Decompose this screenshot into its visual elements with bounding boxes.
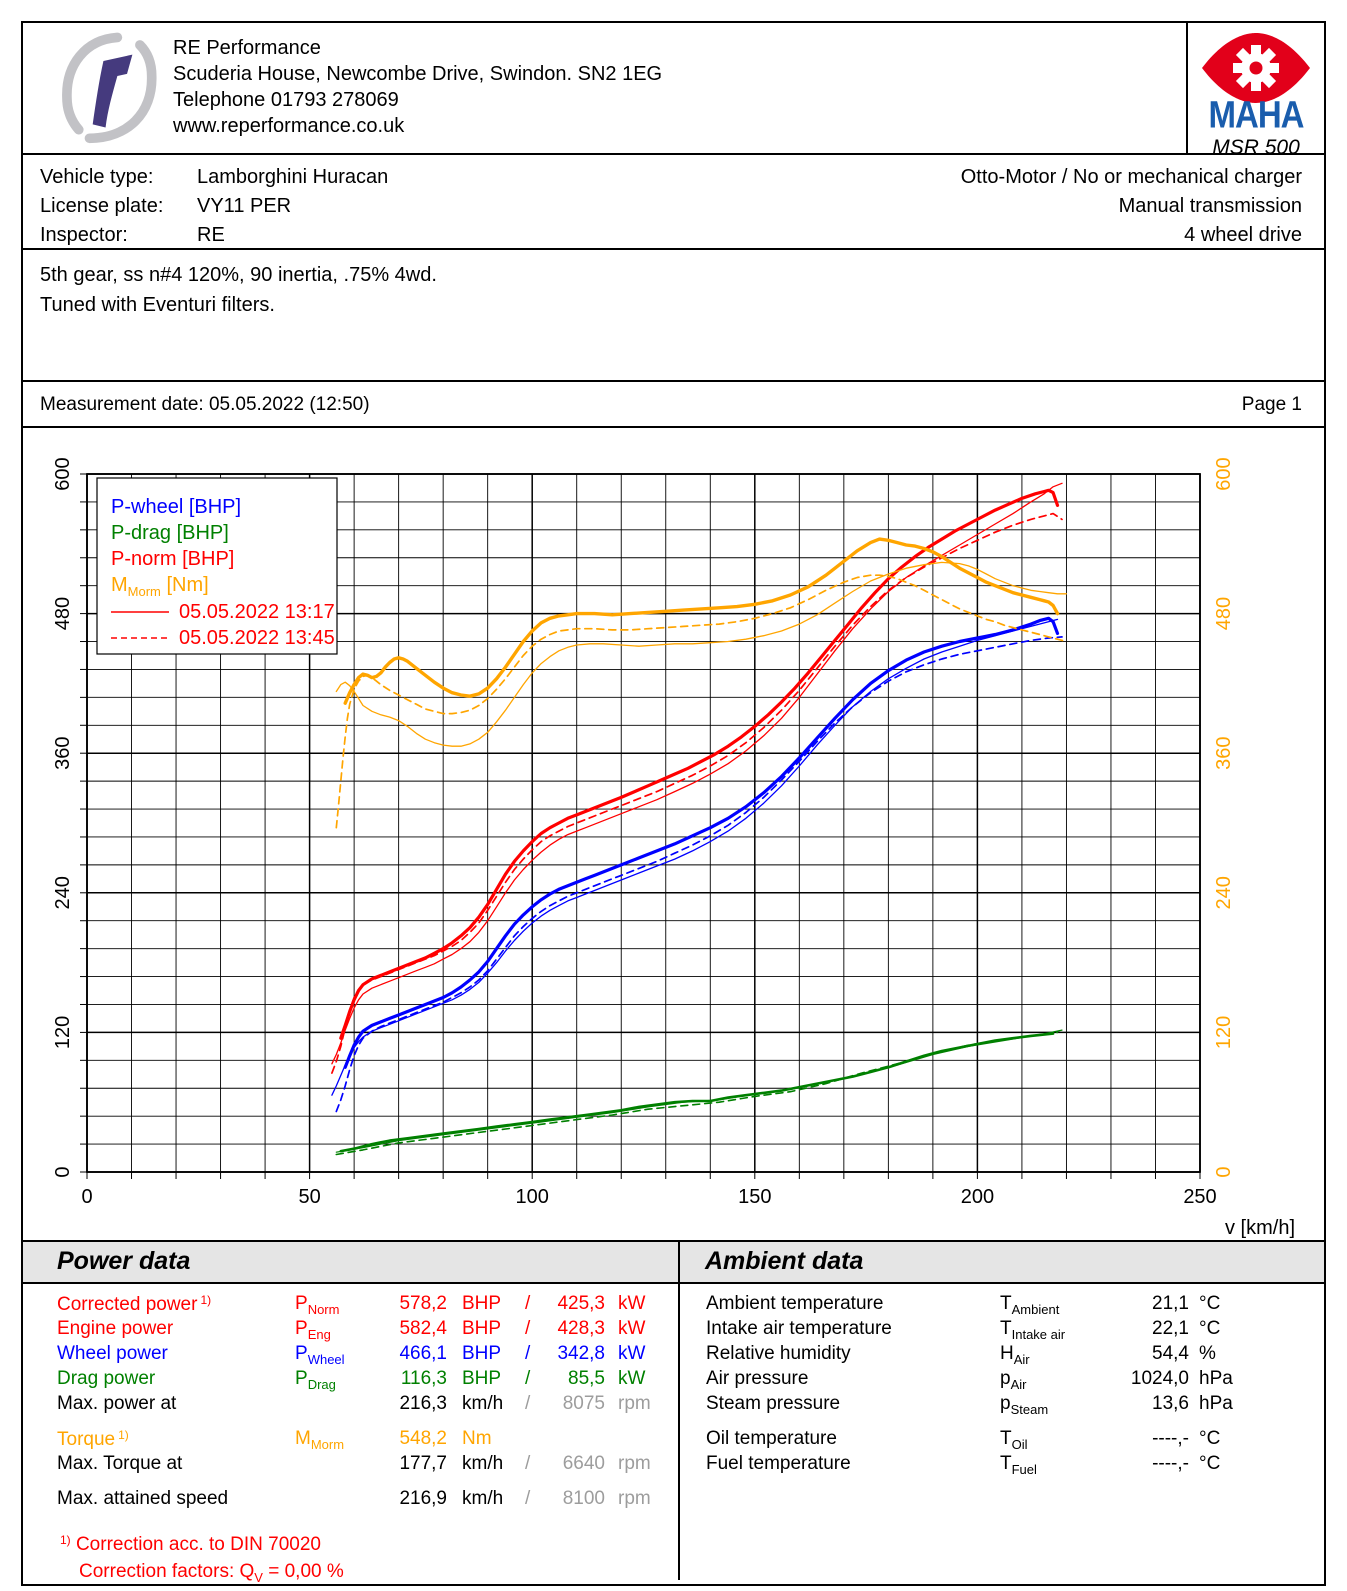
legend-item-label: P-wheel [BHP]: [111, 496, 242, 518]
y-tick-label-right: 480: [1213, 596, 1235, 631]
ambient-row: [679, 1428, 1320, 1453]
legend-item-label: P-drag [BHP]: [111, 522, 229, 544]
ambient-row-symbol-sub: Air: [1010, 1377, 1027, 1392]
ambient-row-symbol: $H_{Air}$: [1000, 1343, 1030, 1367]
maha-brand: MAHA: [1208, 93, 1304, 136]
power-row-value: 466,1: [399, 1343, 447, 1364]
ambient-row: [679, 1368, 1320, 1393]
power-row-unit: km/h: [462, 1488, 504, 1509]
power-row-value2: 85,5: [568, 1368, 605, 1389]
x-tick-label: 150: [738, 1186, 772, 1208]
ambient-row-label: Relative humidity: [706, 1343, 851, 1364]
power-row-unit: BHP: [462, 1368, 502, 1389]
legend-run-label: 05.05.2022 13:45: [179, 627, 335, 649]
power-row-value: 578,2: [399, 1293, 447, 1314]
vehicle-row-value: RE: [197, 224, 225, 246]
power-row-unit: BHP: [462, 1293, 502, 1314]
power-row-symbol-sub: Norm: [307, 1302, 340, 1317]
y-tick-label-right: 120: [1213, 1015, 1235, 1050]
vehicle-config-line: Manual transmission: [1118, 195, 1302, 217]
power-row-value: 116,3: [400, 1368, 447, 1389]
power-row-symbol: $P_{Norm}$: [295, 1293, 340, 1317]
ambient-row-unit: hPa: [1199, 1368, 1233, 1389]
power-row-symbol-sub: Drag: [307, 1377, 336, 1392]
power-row-value2: 6640: [562, 1453, 605, 1474]
power-row-value: 216,9: [399, 1488, 447, 1509]
series-p-wheel-1345-dashed: [336, 637, 1062, 1112]
power-row-unit: BHP: [462, 1318, 502, 1339]
section-band: [23, 1240, 1324, 1284]
power-row: [23, 1368, 678, 1393]
power-data-title: Power data: [57, 1247, 191, 1275]
ambient-row-label: Oil temperature: [706, 1428, 837, 1449]
company-address: Scuderia House, Newcombe Drive, Swindon. SN2 1EG: [173, 63, 663, 85]
power-row-unit2: rpm: [618, 1393, 651, 1414]
power-row-value2: 8100: [562, 1488, 605, 1509]
power-row-label: Torque $^{1)}$: [57, 1428, 129, 1450]
power-row-unit: km/h: [462, 1453, 504, 1474]
series-m-norm-main: [345, 539, 1057, 703]
power-row-value: 548,2: [399, 1428, 447, 1449]
y-tick-label-left: 480: [52, 596, 74, 631]
y-tick-label-left: 120: [52, 1015, 74, 1050]
power-row-unit2: kW: [618, 1318, 646, 1339]
ambient-row-symbol: $T_{Ambient}$: [1000, 1293, 1060, 1317]
power-row-symbol: $P_{Eng}$: [295, 1318, 331, 1342]
power-row: [23, 1318, 678, 1343]
power-row: [23, 1393, 678, 1418]
maha-cell: [1186, 23, 1324, 159]
ambient-row-unit: hPa: [1199, 1393, 1233, 1414]
series-p-wheel-1317-thin: [332, 619, 1058, 1095]
legend-item-label: $M_{Morm}$ [Nm]: [111, 574, 209, 599]
comment-line: Tuned with Eventuri filters.: [40, 294, 275, 316]
ambient-row-label: Fuel temperature: [706, 1453, 851, 1474]
ambient-row-symbol-sub: Steam: [1010, 1402, 1049, 1417]
company-phone: Telephone 01793 278069: [173, 89, 399, 111]
ambient-row-value: 13,6: [1152, 1393, 1189, 1414]
ambient-row-label: Ambient temperature: [706, 1293, 884, 1314]
vehicle-config: [961, 163, 1302, 250]
comments-block: [23, 250, 1324, 382]
ambient-row-unit: °C: [1199, 1428, 1221, 1449]
vehicle-row-label: Vehicle type:: [40, 166, 154, 188]
ambient-data-title: Ambient data: [705, 1247, 864, 1275]
footnote-line1: $^{1)}$ Correction acc. to DIN 70020: [60, 1533, 321, 1555]
power-row-symbol: $M_{Morm}$: [295, 1428, 345, 1452]
footnote-ref: 1): [118, 1428, 129, 1442]
power-rows: [23, 1293, 678, 1513]
power-row-unit: BHP: [462, 1343, 502, 1364]
ambient-row-symbol: $p_{Air}$: [1000, 1368, 1027, 1392]
value-separator: /: [525, 1293, 531, 1314]
power-row-label: Max. Torque at: [57, 1453, 183, 1474]
footnote-line2: Correction factors: $Q_V = 0,00$ %: [79, 1561, 344, 1585]
y-tick-label-right: 240: [1213, 876, 1235, 910]
ambient-row-symbol-sub: Ambient: [1011, 1302, 1060, 1317]
ambient-row-label: Air pressure: [706, 1368, 809, 1389]
footnote-ref: 1): [200, 1293, 212, 1307]
series-p-norm-1345-dashed: [332, 514, 1062, 1074]
ambient-row-symbol-sub: Air: [1013, 1352, 1030, 1367]
ambient-row-value: ----,-: [1152, 1453, 1189, 1474]
ambient-row: [679, 1453, 1320, 1478]
ambient-row-unit: °C: [1199, 1293, 1221, 1314]
power-row-value: 582,4: [399, 1318, 447, 1339]
page-number: Page 1: [1241, 394, 1302, 415]
ambient-row-value: ----,-: [1152, 1428, 1189, 1449]
ambient-row-symbol: $T_{Intake air}$: [1000, 1318, 1066, 1342]
power-row-label: Engine power: [57, 1318, 174, 1339]
y-tick-label-left: 0: [52, 1166, 74, 1178]
power-row: [23, 1293, 678, 1318]
vehicle-row-label: License plate:: [40, 195, 164, 217]
power-row-unit2: kW: [618, 1293, 646, 1314]
legend-run-label: 05.05.2022 13:17: [179, 601, 335, 623]
y-tick-label-right: 0: [1213, 1166, 1235, 1178]
report-header: [23, 23, 1324, 159]
company-website: www.reperformance.co.uk: [173, 115, 405, 137]
power-row-value2: 8075: [562, 1393, 605, 1414]
value-separator: /: [525, 1488, 531, 1509]
ambient-row: [679, 1318, 1320, 1343]
correction-footnote: [23, 1527, 678, 1591]
power-row: [23, 1428, 678, 1453]
value-separator: /: [525, 1318, 531, 1339]
ambient-row-unit: %: [1199, 1343, 1216, 1364]
power-row: [23, 1343, 678, 1368]
y-tick-label-right: 360: [1213, 736, 1235, 770]
ambient-data-panel: [679, 1293, 1320, 1478]
legend-item-label: P-norm [BHP]: [111, 548, 235, 570]
power-row-unit2: kW: [618, 1343, 646, 1364]
ambient-row-symbol: $T_{Oil}$: [1000, 1428, 1028, 1452]
ambient-row-unit: °C: [1199, 1453, 1221, 1474]
company-info: [173, 35, 662, 139]
re-performance-logo: [53, 31, 171, 149]
power-row-label: Drag power: [57, 1368, 156, 1389]
power-row-label: Wheel power: [57, 1343, 168, 1364]
ambient-rows: [679, 1293, 1320, 1478]
vehicle-info: [23, 155, 1324, 250]
x-tick-label: 50: [298, 1186, 321, 1208]
power-row-unit: km/h: [462, 1393, 504, 1414]
y-tick-label-right: 600: [1213, 457, 1235, 491]
power-row-symbol: $P_{Wheel}$: [295, 1343, 345, 1367]
x-tick-label: 0: [81, 1186, 93, 1208]
power-row-unit2: kW: [618, 1368, 646, 1389]
ambient-row-symbol-sub: Intake air: [1011, 1327, 1066, 1342]
power-row-symbol-sub: Wheel: [307, 1352, 345, 1367]
power-row-value2: 342,8: [557, 1343, 605, 1364]
dyno-chart: [23, 428, 1320, 1240]
vehicle-config-line: Otto-Motor / No or mechanical charger: [960, 166, 1302, 188]
power-data-panel: [23, 1293, 678, 1591]
vehicle-config-line: 4 wheel drive: [1184, 224, 1302, 246]
ambient-row-symbol: $T_{Fuel}$: [1000, 1453, 1037, 1477]
power-row: [23, 1453, 678, 1478]
x-axis-label: v [km/h]: [1224, 1217, 1295, 1239]
report-sheet: [21, 21, 1326, 1586]
x-tick-label: 250: [1183, 1186, 1217, 1208]
ambient-row-symbol-sub: Oil: [1011, 1437, 1028, 1452]
power-row-label: Max. attained speed: [57, 1488, 229, 1509]
ambient-row-value: 54,4: [1152, 1343, 1189, 1364]
power-row-label: Corrected power $^{1)}$: [57, 1293, 212, 1315]
comment-line: 5th gear, ss n#4 120%, 90 inertia, .75% 4wd.: [40, 264, 437, 286]
y-tick-label-left: 240: [52, 876, 74, 910]
y-tick-label-left: 360: [52, 736, 74, 770]
power-row-symbol-sub: Eng: [307, 1327, 331, 1342]
x-tick-label: 200: [960, 1186, 995, 1208]
power-row-value2: 428,3: [557, 1318, 605, 1339]
y-tick-label-left: 600: [52, 457, 74, 491]
value-separator: /: [525, 1343, 531, 1364]
measurement-row: [23, 382, 1324, 428]
power-row-unit2: rpm: [618, 1453, 651, 1474]
power-row-symbol-sub: Morm: [310, 1437, 345, 1452]
ambient-row-symbol-sub: Fuel: [1011, 1462, 1037, 1477]
ambient-row-label: Intake air temperature: [706, 1318, 892, 1339]
x-tick-label: 100: [515, 1186, 549, 1208]
power-row-value: 177,7: [399, 1453, 447, 1474]
ambient-row-value: 1024,0: [1130, 1368, 1189, 1389]
company-name: RE Performance: [173, 37, 321, 59]
ambient-row-symbol: $p_{Steam}$: [1000, 1393, 1049, 1417]
power-row-unit: Nm: [462, 1428, 492, 1449]
vehicle-row-label: Inspector:: [40, 224, 128, 246]
ambient-row-label: Steam pressure: [706, 1393, 841, 1414]
ambient-row-value: 21,1: [1152, 1293, 1189, 1314]
value-separator: /: [525, 1368, 531, 1389]
ambient-row: [679, 1293, 1320, 1318]
chart-legend: [97, 478, 337, 654]
power-row-label: Max. power at: [57, 1393, 177, 1414]
value-separator: /: [525, 1393, 531, 1414]
power-row-value2: 425,3: [557, 1293, 605, 1314]
ambient-row: [679, 1343, 1320, 1368]
power-row-value: 216,3: [399, 1393, 447, 1414]
ambient-row-value: 22,1: [1152, 1318, 1189, 1339]
measurement-date: Measurement date: 05.05.2022 (12:50): [40, 394, 370, 415]
power-row-unit2: rpm: [618, 1488, 651, 1509]
vehicle-row-value: VY11 PER: [197, 195, 292, 217]
value-separator: /: [525, 1453, 531, 1474]
maha-model: MSR 500: [1212, 136, 1300, 159]
power-row: [23, 1488, 678, 1513]
chart-area: [23, 428, 1324, 1240]
power-row-symbol: $P_{Drag}$: [295, 1368, 336, 1392]
ambient-row: [679, 1393, 1320, 1418]
ambient-row-unit: °C: [1199, 1318, 1221, 1339]
vehicle-row-value: Lamborghini Huracan: [197, 166, 389, 188]
